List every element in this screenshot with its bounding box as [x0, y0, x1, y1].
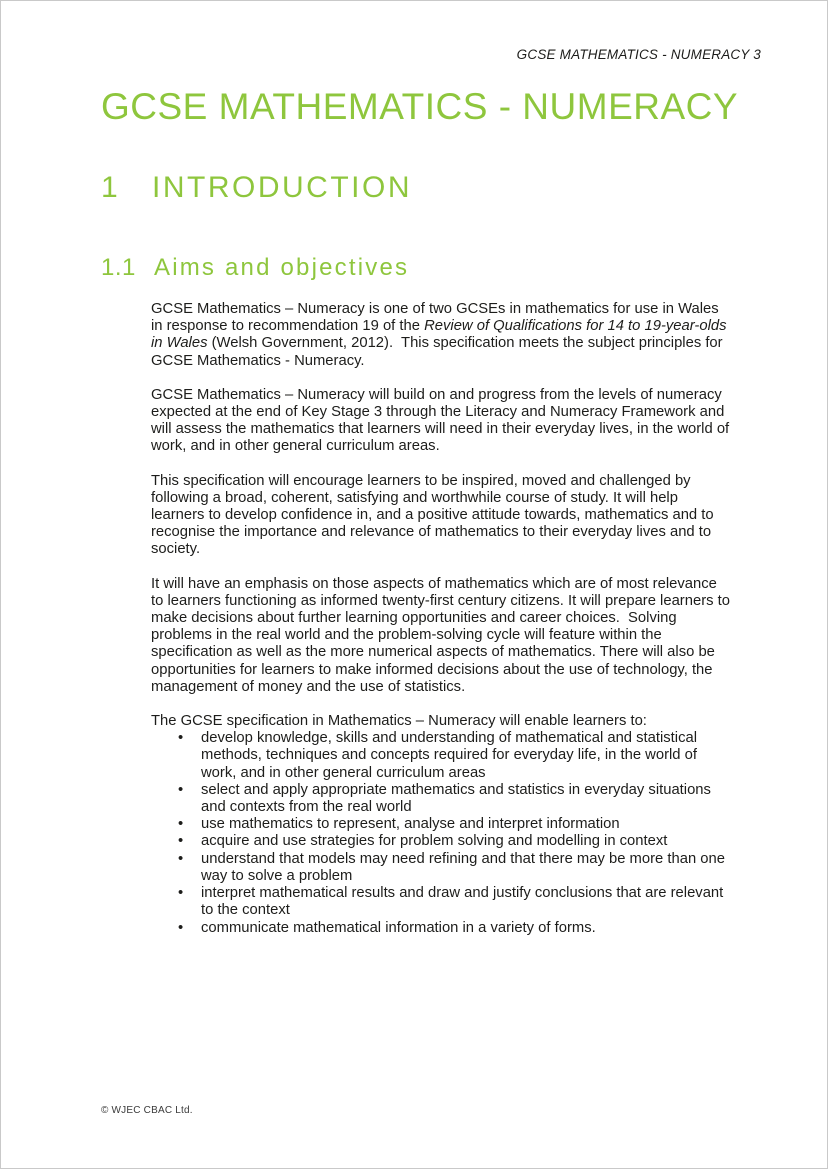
list-item: [151, 730, 731, 782]
subsection-title: Aims and objectives: [154, 254, 410, 281]
list-item-text: communicate mathematical information in a variety of forms.: [201, 919, 596, 936]
copyright-footer: © WJEC CBAC Ltd.: [101, 1105, 193, 1116]
page-content: [1, 1, 827, 937]
paragraph-aims-2: GCSE Mathematics – Numeracy will build on and progress from the levels of numeracy expected at the end of Key Stage 3 through the Literacy and Numeracy Framework and will assess the mathematics that learners will need in their everyday lives, in the world of work, and in other general curriculum areas.: [151, 386, 734, 455]
section-title: INTRODUCTION: [152, 171, 412, 204]
list-item-text: acquire and use strategies for problem solving and modelling in context: [201, 833, 668, 850]
bullet-marker: •: [178, 833, 184, 850]
list-item-text: interpret mathematical results and draw and justify conclusions that are relevant to the context: [201, 885, 724, 919]
paragraph-aims-1: [151, 301, 731, 370]
document-title: GCSE MATHEMATICS - NUMERACY: [101, 86, 739, 127]
list-item: [151, 833, 731, 850]
bullet-marker: •: [178, 781, 184, 798]
section-number: 1: [101, 171, 118, 204]
subsection-heading: [101, 254, 727, 282]
list-item: [151, 782, 731, 816]
italic-citation-run: Review of Qualifications for 14 to 19-year-olds in Wales: [151, 318, 731, 352]
objectives-bullet-list: [151, 730, 731, 936]
list-item: [151, 851, 731, 885]
running-header: GCSE MATHEMATICS - NUMERACY 3: [516, 47, 761, 62]
bullet-marker: •: [178, 850, 184, 867]
body-text-block: [151, 301, 735, 937]
bullet-marker: •: [178, 816, 184, 833]
section-heading: [101, 171, 727, 205]
list-item: [151, 816, 731, 833]
paragraph-aims-3: This specification will encourage learners to be inspired, moved and challenged by following a broad, coherent, satisfying and worthwhile course of study. It will help learners to develop confidence in, and a positive attitude towards, mathematics and to recognise the importance and relevance of mathematics to their everyday lives and to society.: [151, 472, 718, 558]
list-item: [151, 885, 731, 919]
list-item-text: develop knowledge, skills and understanding of mathematical and statistical methods, techniques and concepts required for everyday life, in the world of work, and in other general curriculum areas: [201, 730, 697, 781]
list-item: [151, 920, 731, 937]
bullet-marker: •: [178, 730, 184, 747]
list-item-text: select and apply appropriate mathematics and statistics in everyday situations and contexts from the real world: [201, 781, 711, 816]
bullet-marker: •: [178, 919, 184, 936]
list-item-text: understand that models may need refining and that there may be more than one way to solve a problem: [201, 850, 725, 884]
bullet-marker: •: [178, 885, 184, 902]
paragraph-run: (Welsh Government, 2012). This specification meets the subject principles for GCSE Mathematics - Numeracy.: [151, 335, 727, 369]
paragraph-aims-4: It will have an emphasis on those aspects of mathematics which are of most relevance to learners functioning as informed twenty-first century citizens. It will prepare learners to make decisions about further learning opportunities and career choices. Solving problems in the real world and the problem-solving cycle will feature within the specification as well as the more numerical aspects of mathematics. There will also be opportunities for learners to make informed decisions about the use of technology, the management of money and the use of statistics.: [151, 575, 735, 695]
subsection-number: 1.1: [101, 254, 136, 281]
paragraph-run: GCSE Mathematics – Numeracy is one of two GCSEs in mathematics for use in Wales in response to recommendation 19 of the: [151, 301, 723, 335]
list-item-text: use mathematics to represent, analyse and interpret information: [201, 816, 620, 833]
paragraph-list-intro: The GCSE specification in Mathematics – Numeracy will enable learners to:: [151, 713, 647, 730]
